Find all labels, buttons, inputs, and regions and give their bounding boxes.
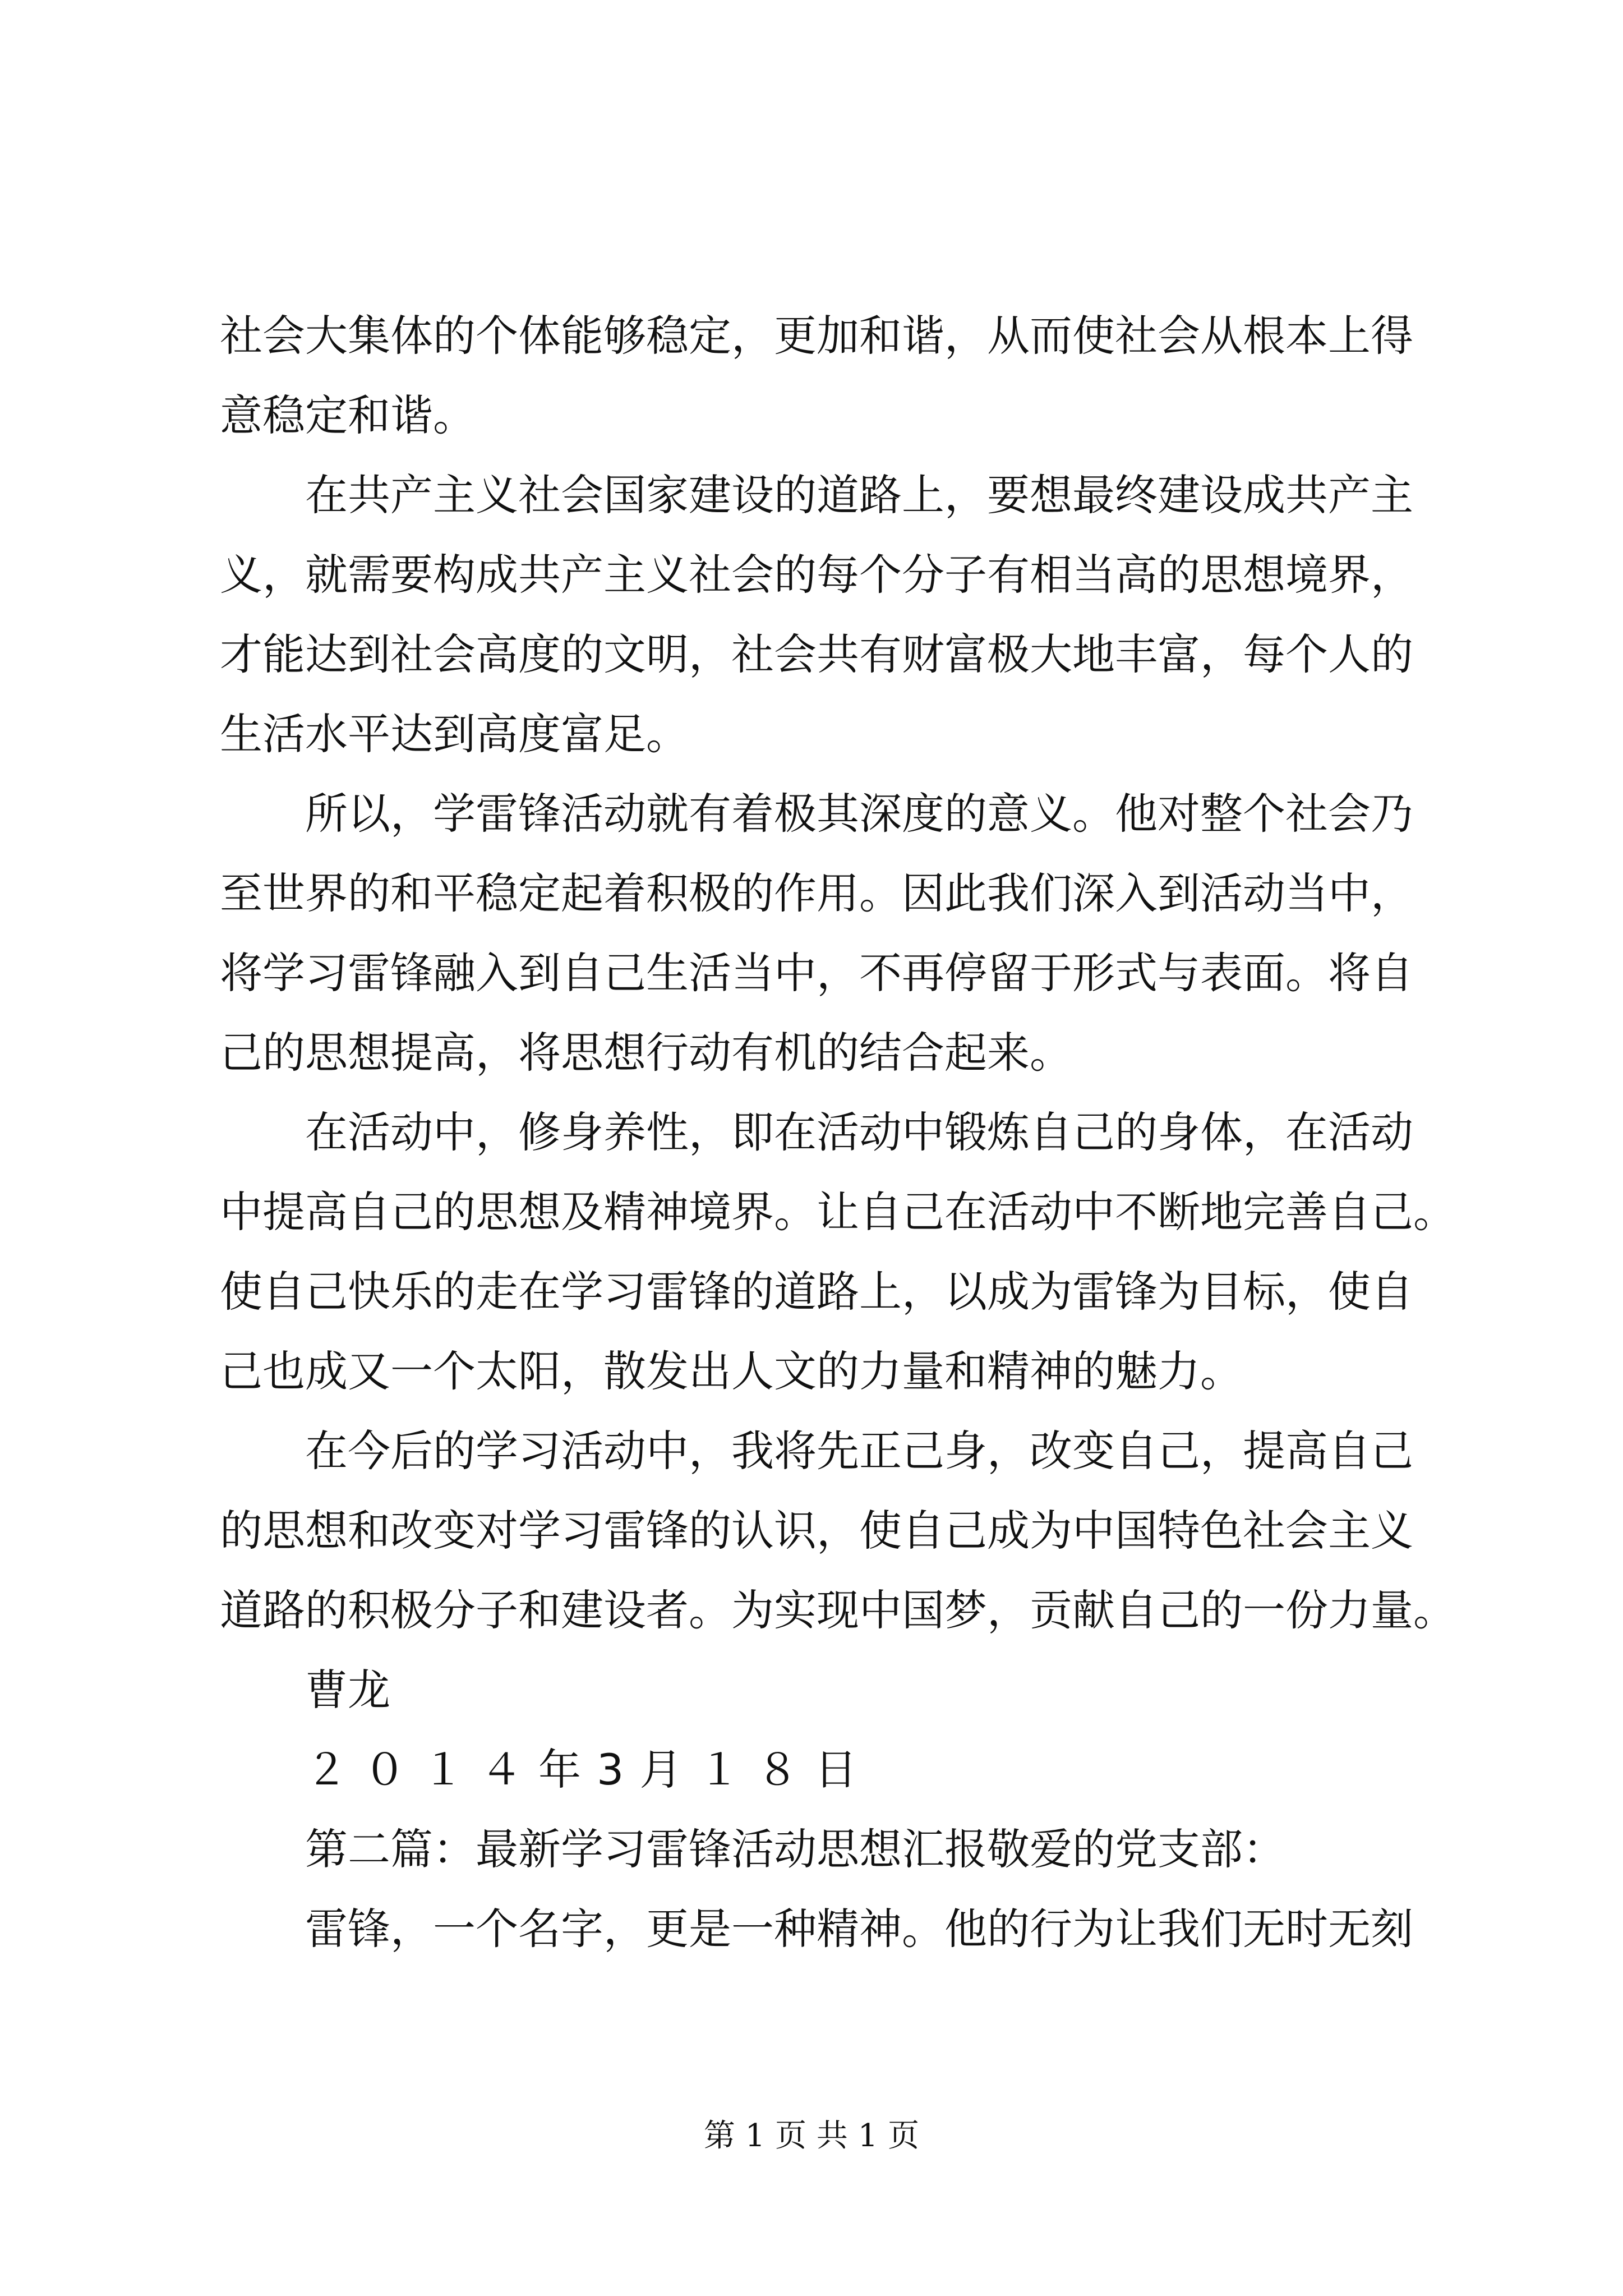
text-line: 将学习雷锋融入到自己生活当中，不再停留于形式与表面。将自 <box>220 948 1413 998</box>
text-line: 曹龙 <box>305 1665 390 1715</box>
text-line: 至世界的和平稳定起着积极的作用。因此我们深入到活动当中， <box>220 868 1413 918</box>
text-line: 使自己快乐的走在学习雷锋的道路上，以成为雷锋为目标，使自 <box>220 1267 1413 1317</box>
text-line: 中提高自己的思想及精神境界。让自己在活动中不断地完善自己。 <box>220 1187 1456 1237</box>
text-line: 在今后的学习活动中，我将先正己身，改变自己，提高自己 <box>305 1426 1413 1476</box>
text-line: 社会大集体的个体能够稳定，更加和谐，从而使社会从根本上得 <box>220 311 1413 361</box>
text-line: 在共产主义社会国家建设的道路上，要想最终建设成共产主 <box>305 470 1413 520</box>
document-body <box>220 296 1456 1969</box>
text-line: 的思想和改变对学习雷锋的认识，使自己成为中国特色社会主义 <box>220 1506 1413 1556</box>
text-line: 生活水平达到高度富足。 <box>220 709 689 759</box>
page-footer: 第 1 页 共 1 页 <box>703 2118 920 2154</box>
text-line: 己的思想提高，将思想行动有机的结合起来。 <box>220 1028 1072 1078</box>
text-line: 道路的积极分子和建设者。为实现中国梦，贡献自己的一份力量。 <box>220 1585 1456 1635</box>
text-line: 己也成又一个太阳，散发出人文的力量和精神的魅力。 <box>220 1346 1243 1396</box>
text-line: ２０１４年3月１８日 <box>305 1745 873 1795</box>
text-line: 义，就需要构成共产主义社会的每个分子有相当高的思想境界， <box>220 550 1413 600</box>
text-line: 才能达到社会高度的文明，社会共有财富极大地丰富，每个人的 <box>220 629 1413 679</box>
text-line: 在活动中，修身养性，即在活动中锻炼自己的身体，在活动 <box>305 1107 1413 1157</box>
text-line: 所以，学雷锋活动就有着极其深度的意义。他对整个社会乃 <box>305 789 1413 839</box>
text-line: 第二篇：最新学习雷锋活动思想汇报敬爱的党支部： <box>305 1824 1285 1874</box>
text-line: 雷锋，一个名字，更是一种精神。他的行为让我们无时无刻 <box>305 1904 1413 1954</box>
text-line: 意稳定和谐。 <box>220 390 476 440</box>
